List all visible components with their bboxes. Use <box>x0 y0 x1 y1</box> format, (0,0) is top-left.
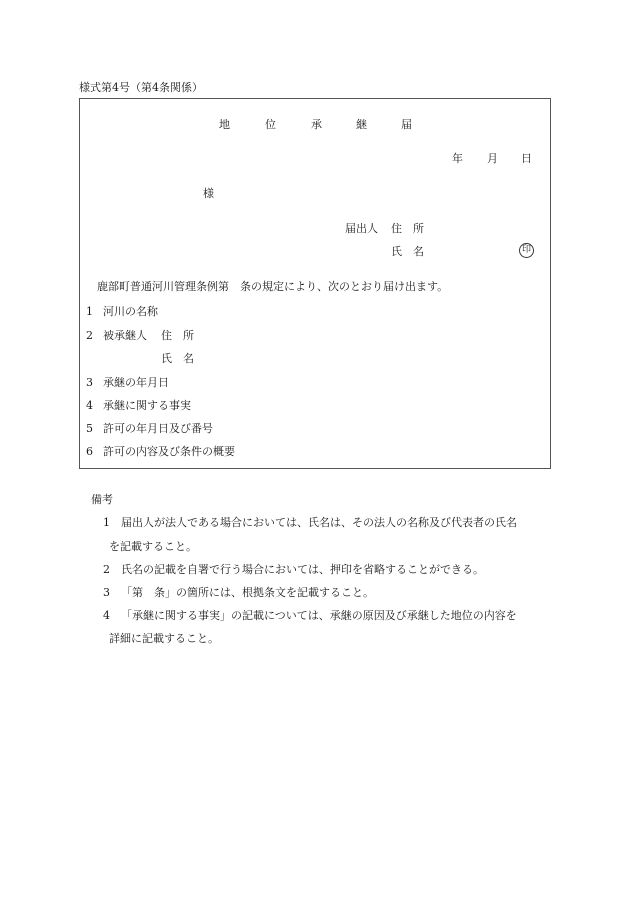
seal-mark: 印 <box>519 243 534 258</box>
note-text-continued: 詳細に記載すること。 <box>109 632 219 645</box>
item-number: 1 <box>86 305 93 318</box>
title-char: 地 <box>219 118 230 131</box>
title-char: 位 <box>265 118 276 131</box>
item-number: 2 <box>86 329 93 342</box>
item-label: 許可の年月日及び番号 <box>103 422 213 435</box>
title-char: 届 <box>401 118 412 131</box>
title-char: 承 <box>311 118 322 131</box>
note-text: 届出人が法人である場合においては、氏名は、その法人の名称及び代表者の氏名 <box>121 516 517 529</box>
item-number: 6 <box>86 445 93 458</box>
note-number: 4 <box>103 609 110 622</box>
note-text: 氏名の記載を自署で行う場合においては、押印を省略することができる。 <box>121 563 484 576</box>
note-number: 1 <box>103 516 110 529</box>
note-number: 2 <box>103 563 110 576</box>
item-label: 承継に関する事実 <box>103 399 191 412</box>
item-label: 許可の内容及び条件の概要 <box>103 445 235 458</box>
notifier-address-label: 住 所 <box>391 222 424 235</box>
item-number: 3 <box>86 376 93 389</box>
date-day: 日 <box>521 152 532 165</box>
note-text-continued: を記載すること。 <box>109 540 197 553</box>
date-month: 月 <box>487 152 498 165</box>
note-text: 「第 条」の箇所には、根拠条文を記載すること。 <box>121 586 374 599</box>
item-label: 河川の名称 <box>103 305 158 318</box>
form-number: 様式第4号（第4条関係） <box>79 81 203 94</box>
addressee: 様 <box>203 187 214 200</box>
item-number: 4 <box>86 399 93 412</box>
item-number: 5 <box>86 422 93 435</box>
notifier-label: 届出人 <box>345 222 378 235</box>
note-number: 3 <box>103 586 110 599</box>
date-year: 年 <box>452 152 463 165</box>
predecessor-name-label: 氏 名 <box>161 352 194 365</box>
note-text: 「承継に関する事実」の記載については、承継の原因及び承継した地位の内容を <box>121 609 517 622</box>
predecessor-address-label: 住 所 <box>161 329 194 342</box>
notifier-name-label: 氏 名 <box>391 245 424 258</box>
title-char: 継 <box>356 118 367 131</box>
item-label: 承継の年月日 <box>103 376 169 389</box>
remarks-heading: 備考 <box>91 493 113 506</box>
intro-text: 鹿部町普通河川管理条例第 条の規定により、次のとおり届け出ます。 <box>97 280 449 293</box>
item-label: 被承継人 <box>103 329 147 342</box>
